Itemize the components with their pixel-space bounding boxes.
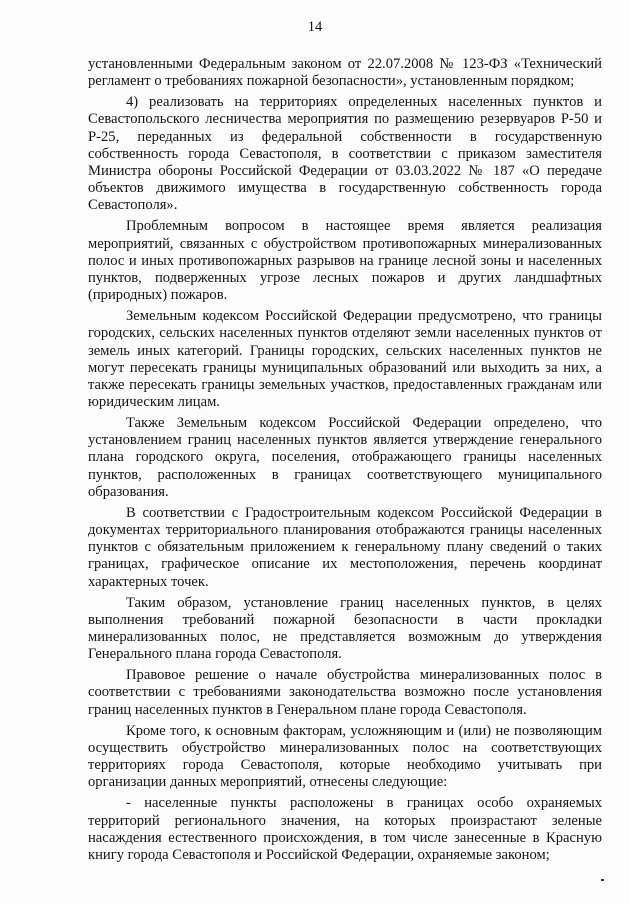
paragraph-land-code-general-plan: Также Земельным кодексом Российской Федерации определено, что установлением границ населенных пунктов является утверждение генерального плана городского округа, поселения, отображающего границы населенных пунктов, расположенных в границах соответствующего муниципального образования.	[88, 415, 602, 500]
paragraph-conclusion: Таким образом, установление границ населенных пунктов, в целях выполнения требований пожарной безопасности в части прокладки минерализованных полос, не представляется возможным до утверждения Генерального плана города Севастополя.	[88, 594, 602, 663]
paragraph-land-code-boundaries: Земельным кодексом Российской Федерации предусмотрено, что границы городских, сельских населенных пунктов отделяют земли населенных пунктов от земель иных категорий. Границы городских, сельских населенных пунктов не могут пересекать границы муниципальных образований или выходить за них, а также пересекать границы земельных участков, предоставленных гражданам или юридическим лицам.	[88, 308, 602, 410]
page-number: 14	[307, 19, 323, 35]
paragraph-legal-decision: Правовое решение о начале обустройства минерализованных полос в соответствии с требованиями законодательства возможно после установления границ населенных пунктов в Генеральном плане города Севастополя.	[88, 667, 602, 718]
paragraph-urban-planning-code: В соответствии с Градостроительным кодексом Российской Федерации в документах территориального планирования отображаются границы населенных пунктов с обязательным приложением к генеральному плану сведений о таких границах, графическое описание их местоположения, перечень координат характерных точек.	[88, 504, 602, 590]
paragraph-item-4-reservoirs: 4) реализовать на территориях определенных населенных пунктов и Севастопольского лесничества мероприятия по размещению резервуаров Р-50 и Р-25, переданных из федеральной собственности в государственную собственность города Севастополя, в соответствии с приказом заместителя Министра обороны Российской Федерации от 03.03.2022 № 187 «О передаче объектов движимого имущества в государственную собственность города Севастополя».	[88, 94, 602, 214]
document-body	[88, 56, 602, 864]
paragraph-factors-intro: Кроме того, к основным факторам, усложняющим и (или) не позволяющим осуществить обустройство минерализованных полос на соответствующих территориях города Севастополя, которые необходимо учитывать при организации данных мероприятий, отнесены следующие:	[88, 722, 602, 791]
scan-artifact-mark	[601, 879, 604, 881]
paragraph-problem-statement: Проблемным вопросом в настоящее время является реализация мероприятий, связанных с обустройством противопожарных минерализованных полос и иных противопожарных разрывов на границе лесной зоны и населенных пунктов, подверженных угрозе лесных пожаров и других ландшафтных (природных) пожаров.	[88, 218, 602, 304]
paragraph-continuation: установленными Федеральным законом от 22.07.2008 № 123-ФЗ «Технический регламент о требованиях пожарной безопасности», установленным порядком;	[88, 56, 602, 90]
paragraph-factor-protected-areas: - населенные пункты расположены в границах особо охраняемых территорий регионального значения, на которых произрастают зеленые насаждения естественного происхождения, в том числе занесенные в Красную книгу города Севастополя и Российской Федерации, охраняемые законом;	[88, 795, 602, 863]
